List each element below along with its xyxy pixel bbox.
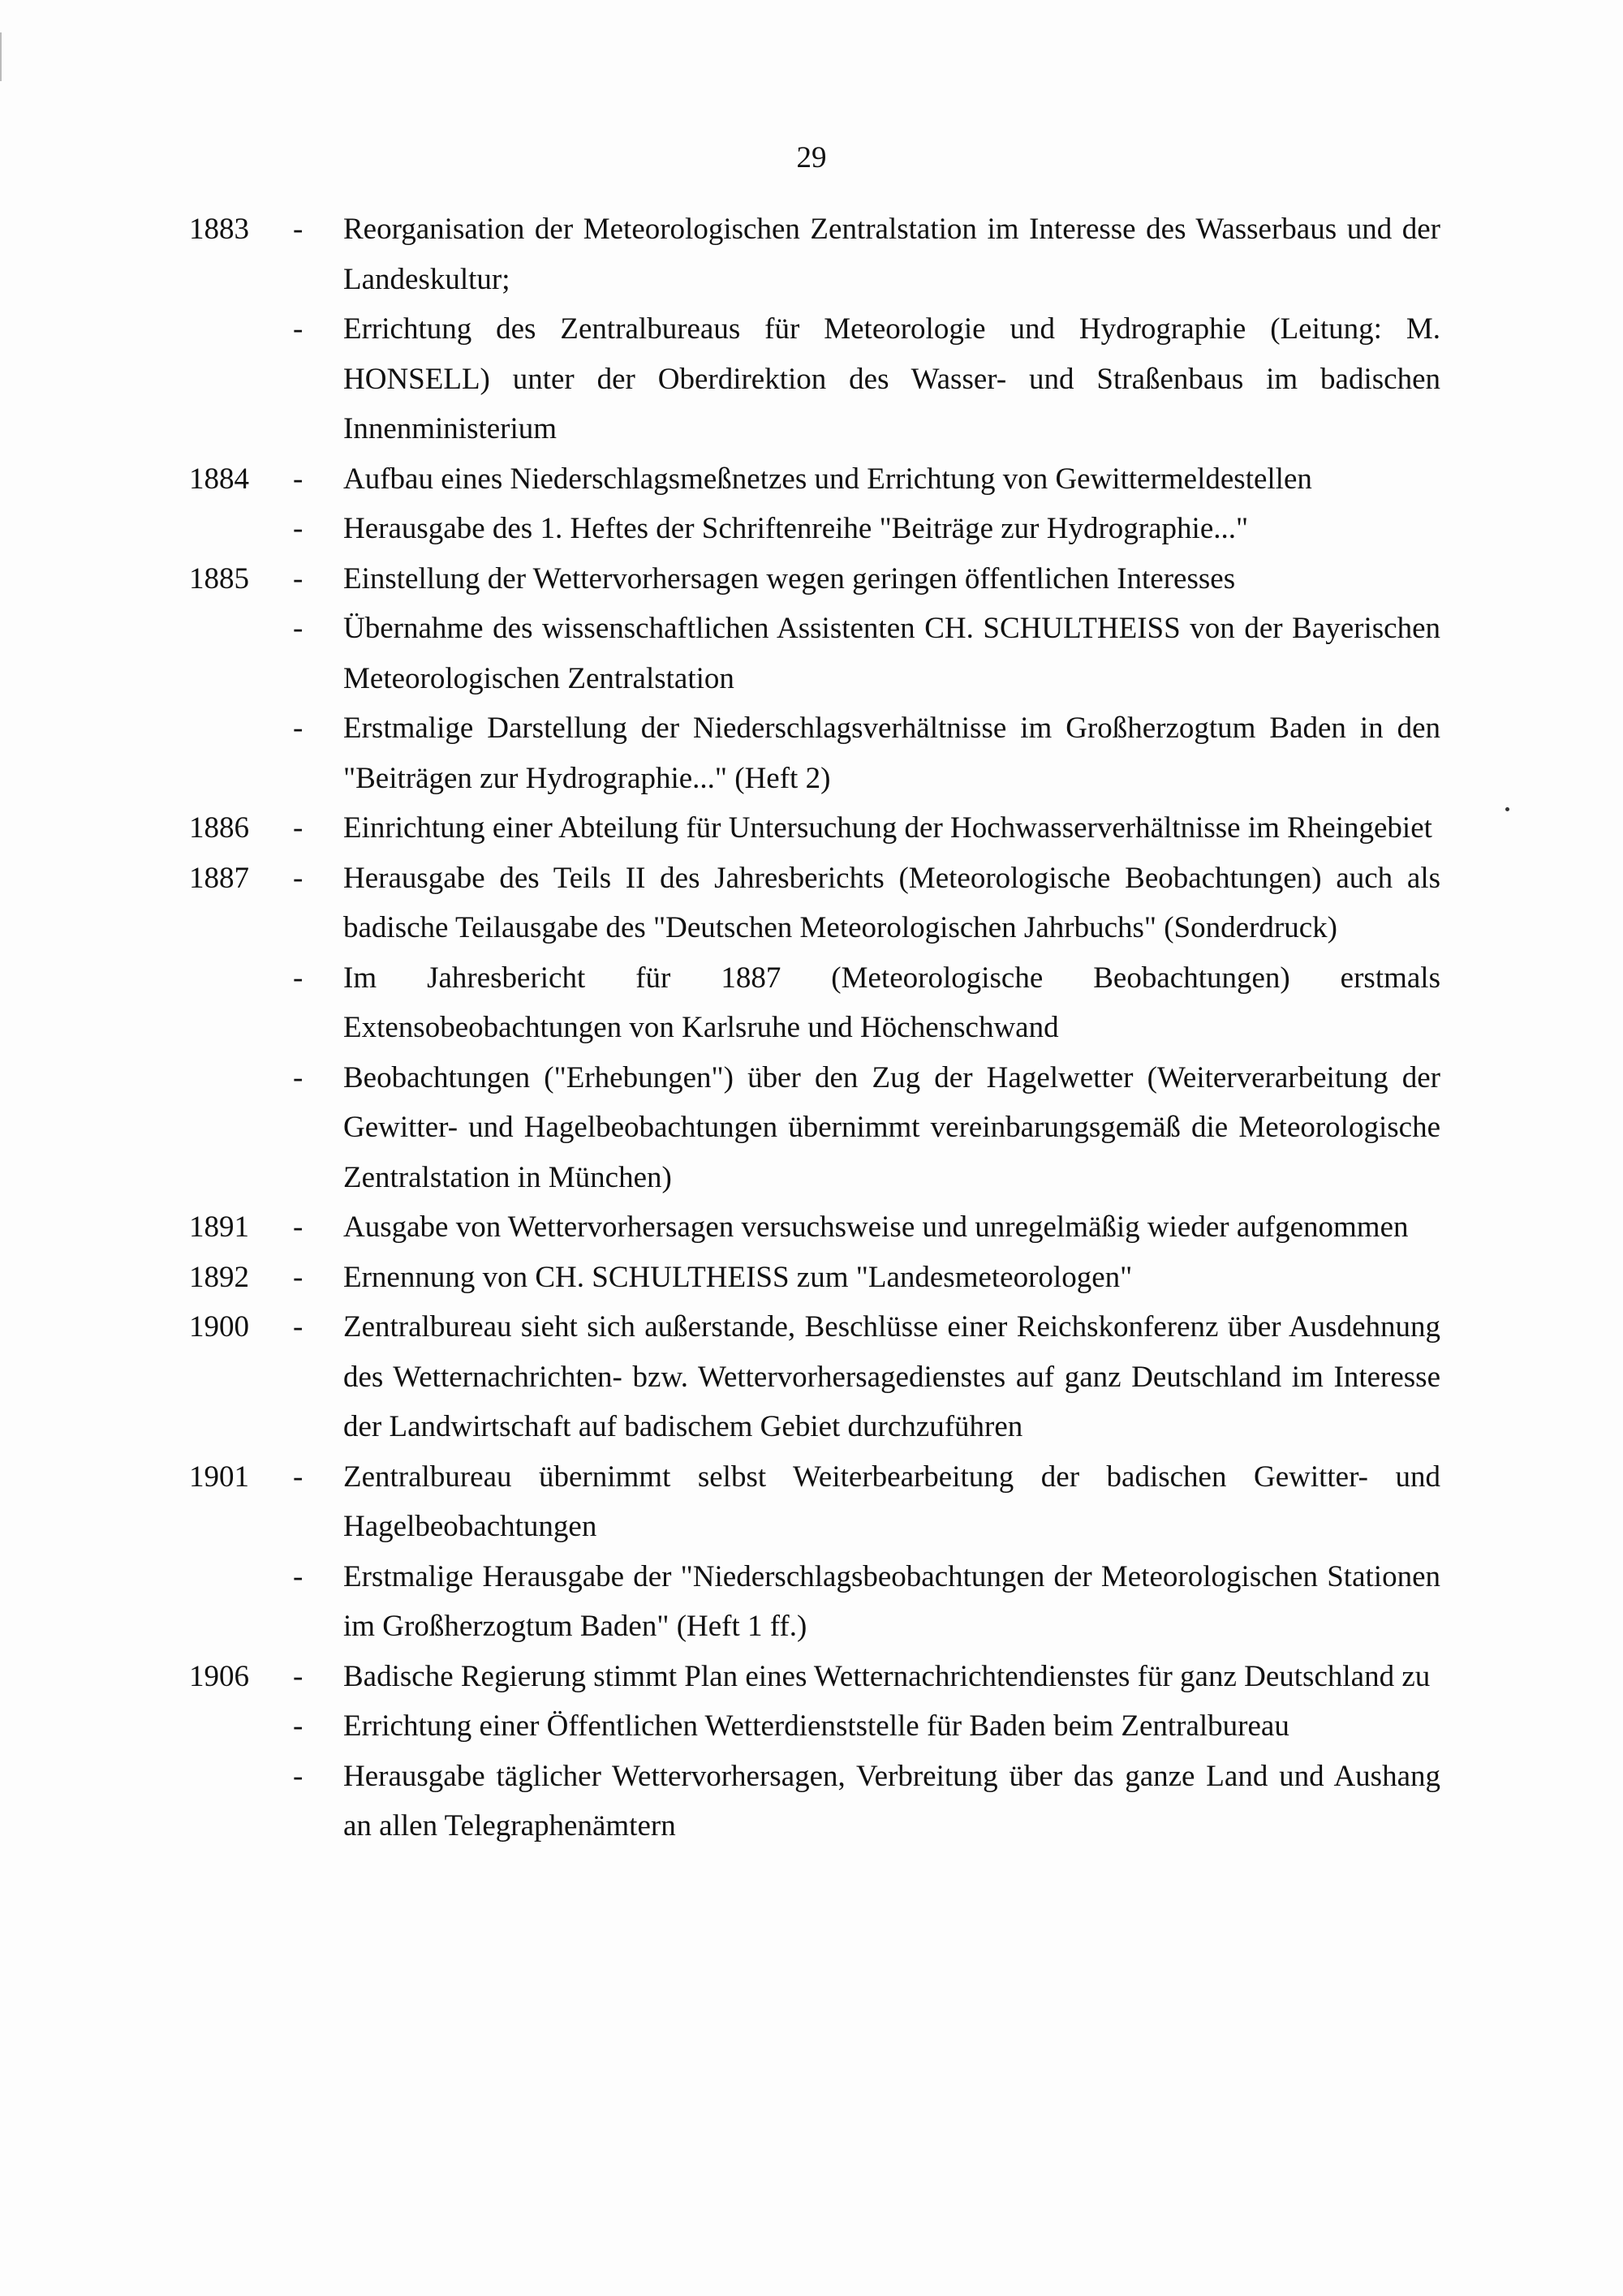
chronology-entry	[0, 1053, 1623, 1203]
entry-text: Einstellung der Wettervorhersagen wegen geringen öffentlichen Interesses	[343, 561, 1236, 595]
entry-dash: -	[293, 1310, 304, 1344]
chronology-entry	[0, 1452, 1623, 1552]
entry-text: Beobachtungen ("Erhebungen") über den Zug der Hagelwetter (Weiterverarbeitung der Gewitter- und Hagelbeobachtungen übernimmt vereinbarungsgemäß die Meteorologische Zentralstation in München)	[343, 1060, 1440, 1194]
entry-year: 1885	[189, 561, 249, 595]
entry-dash: -	[293, 1460, 304, 1494]
entry-year: 1887	[189, 861, 249, 895]
entry-dash: -	[293, 1260, 304, 1294]
entry-dash: -	[293, 1709, 304, 1743]
entry-dash: -	[293, 961, 304, 995]
entry-dash: -	[293, 213, 304, 246]
entry-dash: -	[293, 1559, 304, 1593]
entry-text: Herausgabe täglicher Wettervorhersagen, Verbreitung über das ganze Land und Aushang an allen Telegraphenämtern	[343, 1759, 1440, 1842]
chronology-entry	[0, 504, 1623, 554]
entry-dash: -	[293, 312, 304, 346]
entry-dash: -	[293, 1060, 304, 1094]
chronology-entry	[0, 454, 1623, 505]
chronology-list	[0, 204, 1623, 1851]
chronology-entry	[0, 803, 1623, 853]
chronology-entry	[0, 1652, 1623, 1702]
entry-text: Im Jahresbericht für 1887 (Meteorologische Beobachtungen) erstmals Extensobeobachtungen von Karlsruhe und Höchenschwand	[343, 961, 1440, 1044]
entry-text: Zentralbureau sieht sich außerstande, Beschlüsse einer Reichskonferenz über Ausdehnung des Wetternachrichten- bzw. Wettervorhersagedienstes auf ganz Deutschland im Interesse der Landwirtschaft auf badischem Gebiet durchzuführen	[343, 1310, 1440, 1443]
chronology-entry	[0, 554, 1623, 604]
entry-dash: -	[293, 1659, 304, 1693]
scan-speck	[1505, 807, 1509, 811]
chronology-entry	[0, 1253, 1623, 1303]
entry-text: Ausgabe von Wettervorhersagen versuchsweise und unregelmäßig wieder aufgenommen	[343, 1210, 1409, 1244]
scan-edge-mark	[0, 32, 2, 81]
chronology-entry	[0, 703, 1623, 803]
entry-dash: -	[293, 512, 304, 545]
entry-year: 1884	[189, 462, 249, 496]
entry-text: Erstmalige Herausgabe der "Niederschlagsbeobachtungen der Meteorologischen Stationen im Großherzogtum Baden" (Heft 1 ff.)	[343, 1559, 1440, 1643]
chronology-entry	[0, 853, 1623, 953]
entry-dash: -	[293, 811, 304, 845]
entry-text: Badische Regierung stimmt Plan eines Wetternachrichtendienstes für ganz Deutschland zu	[343, 1659, 1431, 1693]
entry-text: Reorganisation der Meteorologischen Zentralstation im Interesse des Wasserbaus und der Landeskultur;	[343, 213, 1440, 296]
entry-text: Übernahme des wissenschaftlichen Assistenten CH. SCHULTHEISS von der Bayerischen Meteorologischen Zentralstation	[343, 612, 1440, 695]
entry-text: Ernennung von CH. SCHULTHEISS zum "Landesmeteorologen"	[343, 1260, 1133, 1294]
entry-year: 1892	[189, 1260, 249, 1294]
entry-year: 1886	[189, 811, 249, 845]
chronology-entry	[0, 953, 1623, 1053]
entry-dash: -	[293, 712, 304, 745]
chronology-entry	[0, 604, 1623, 703]
chronology-entry	[0, 1202, 1623, 1253]
chronology-entry	[0, 1701, 1623, 1752]
entry-dash: -	[293, 1759, 304, 1793]
page-number: 29	[796, 141, 827, 174]
entry-text: Zentralbureau übernimmt selbst Weiterbearbeitung der badischen Gewitter- und Hagelbeobachtungen	[343, 1460, 1440, 1543]
entry-text: Herausgabe des Teils II des Jahresberichts (Meteorologische Beobachtungen) auch als badische Teilausgabe des "Deutschen Meteorologischen Jahrbuchs" (Sonderdruck)	[343, 861, 1440, 944]
entry-text: Einrichtung einer Abteilung für Untersuchung der Hochwasserverhältnisse im Rheingebiet	[343, 811, 1432, 845]
entry-text: Errichtung des Zentralbureaus für Meteorologie und Hydrographie (Leitung: M. HONSELL) unter der Oberdirektion des Wasser- und Straßenbaus im badischen Innenministerium	[343, 312, 1440, 445]
entry-year: 1906	[189, 1659, 249, 1693]
entry-year: 1883	[189, 213, 249, 246]
entry-dash: -	[293, 561, 304, 595]
entry-text: Errichtung einer Öffentlichen Wetterdienststelle für Baden beim Zentralbureau	[343, 1709, 1289, 1743]
entry-year: 1900	[189, 1310, 249, 1344]
entry-dash: -	[293, 1210, 304, 1244]
entry-dash: -	[293, 861, 304, 895]
entry-year: 1901	[189, 1460, 249, 1494]
chronology-entry	[0, 304, 1623, 454]
chronology-entry	[0, 1752, 1623, 1851]
entry-dash: -	[293, 462, 304, 496]
entry-dash: -	[293, 612, 304, 645]
entry-text: Herausgabe des 1. Heftes der Schriftenreihe "Beiträge zur Hydrographie..."	[343, 512, 1249, 545]
chronology-entry	[0, 1302, 1623, 1452]
chronology-entry	[0, 1552, 1623, 1652]
entry-text: Aufbau eines Niederschlagsmeßnetzes und Errichtung von Gewittermeldestellen	[343, 462, 1312, 496]
entry-year: 1891	[189, 1210, 249, 1244]
entry-text: Erstmalige Darstellung der Niederschlagsverhältnisse im Großherzogtum Baden in den "Beiträgen zur Hydrographie..." (Heft 2)	[343, 712, 1440, 795]
chronology-entry	[0, 204, 1623, 304]
